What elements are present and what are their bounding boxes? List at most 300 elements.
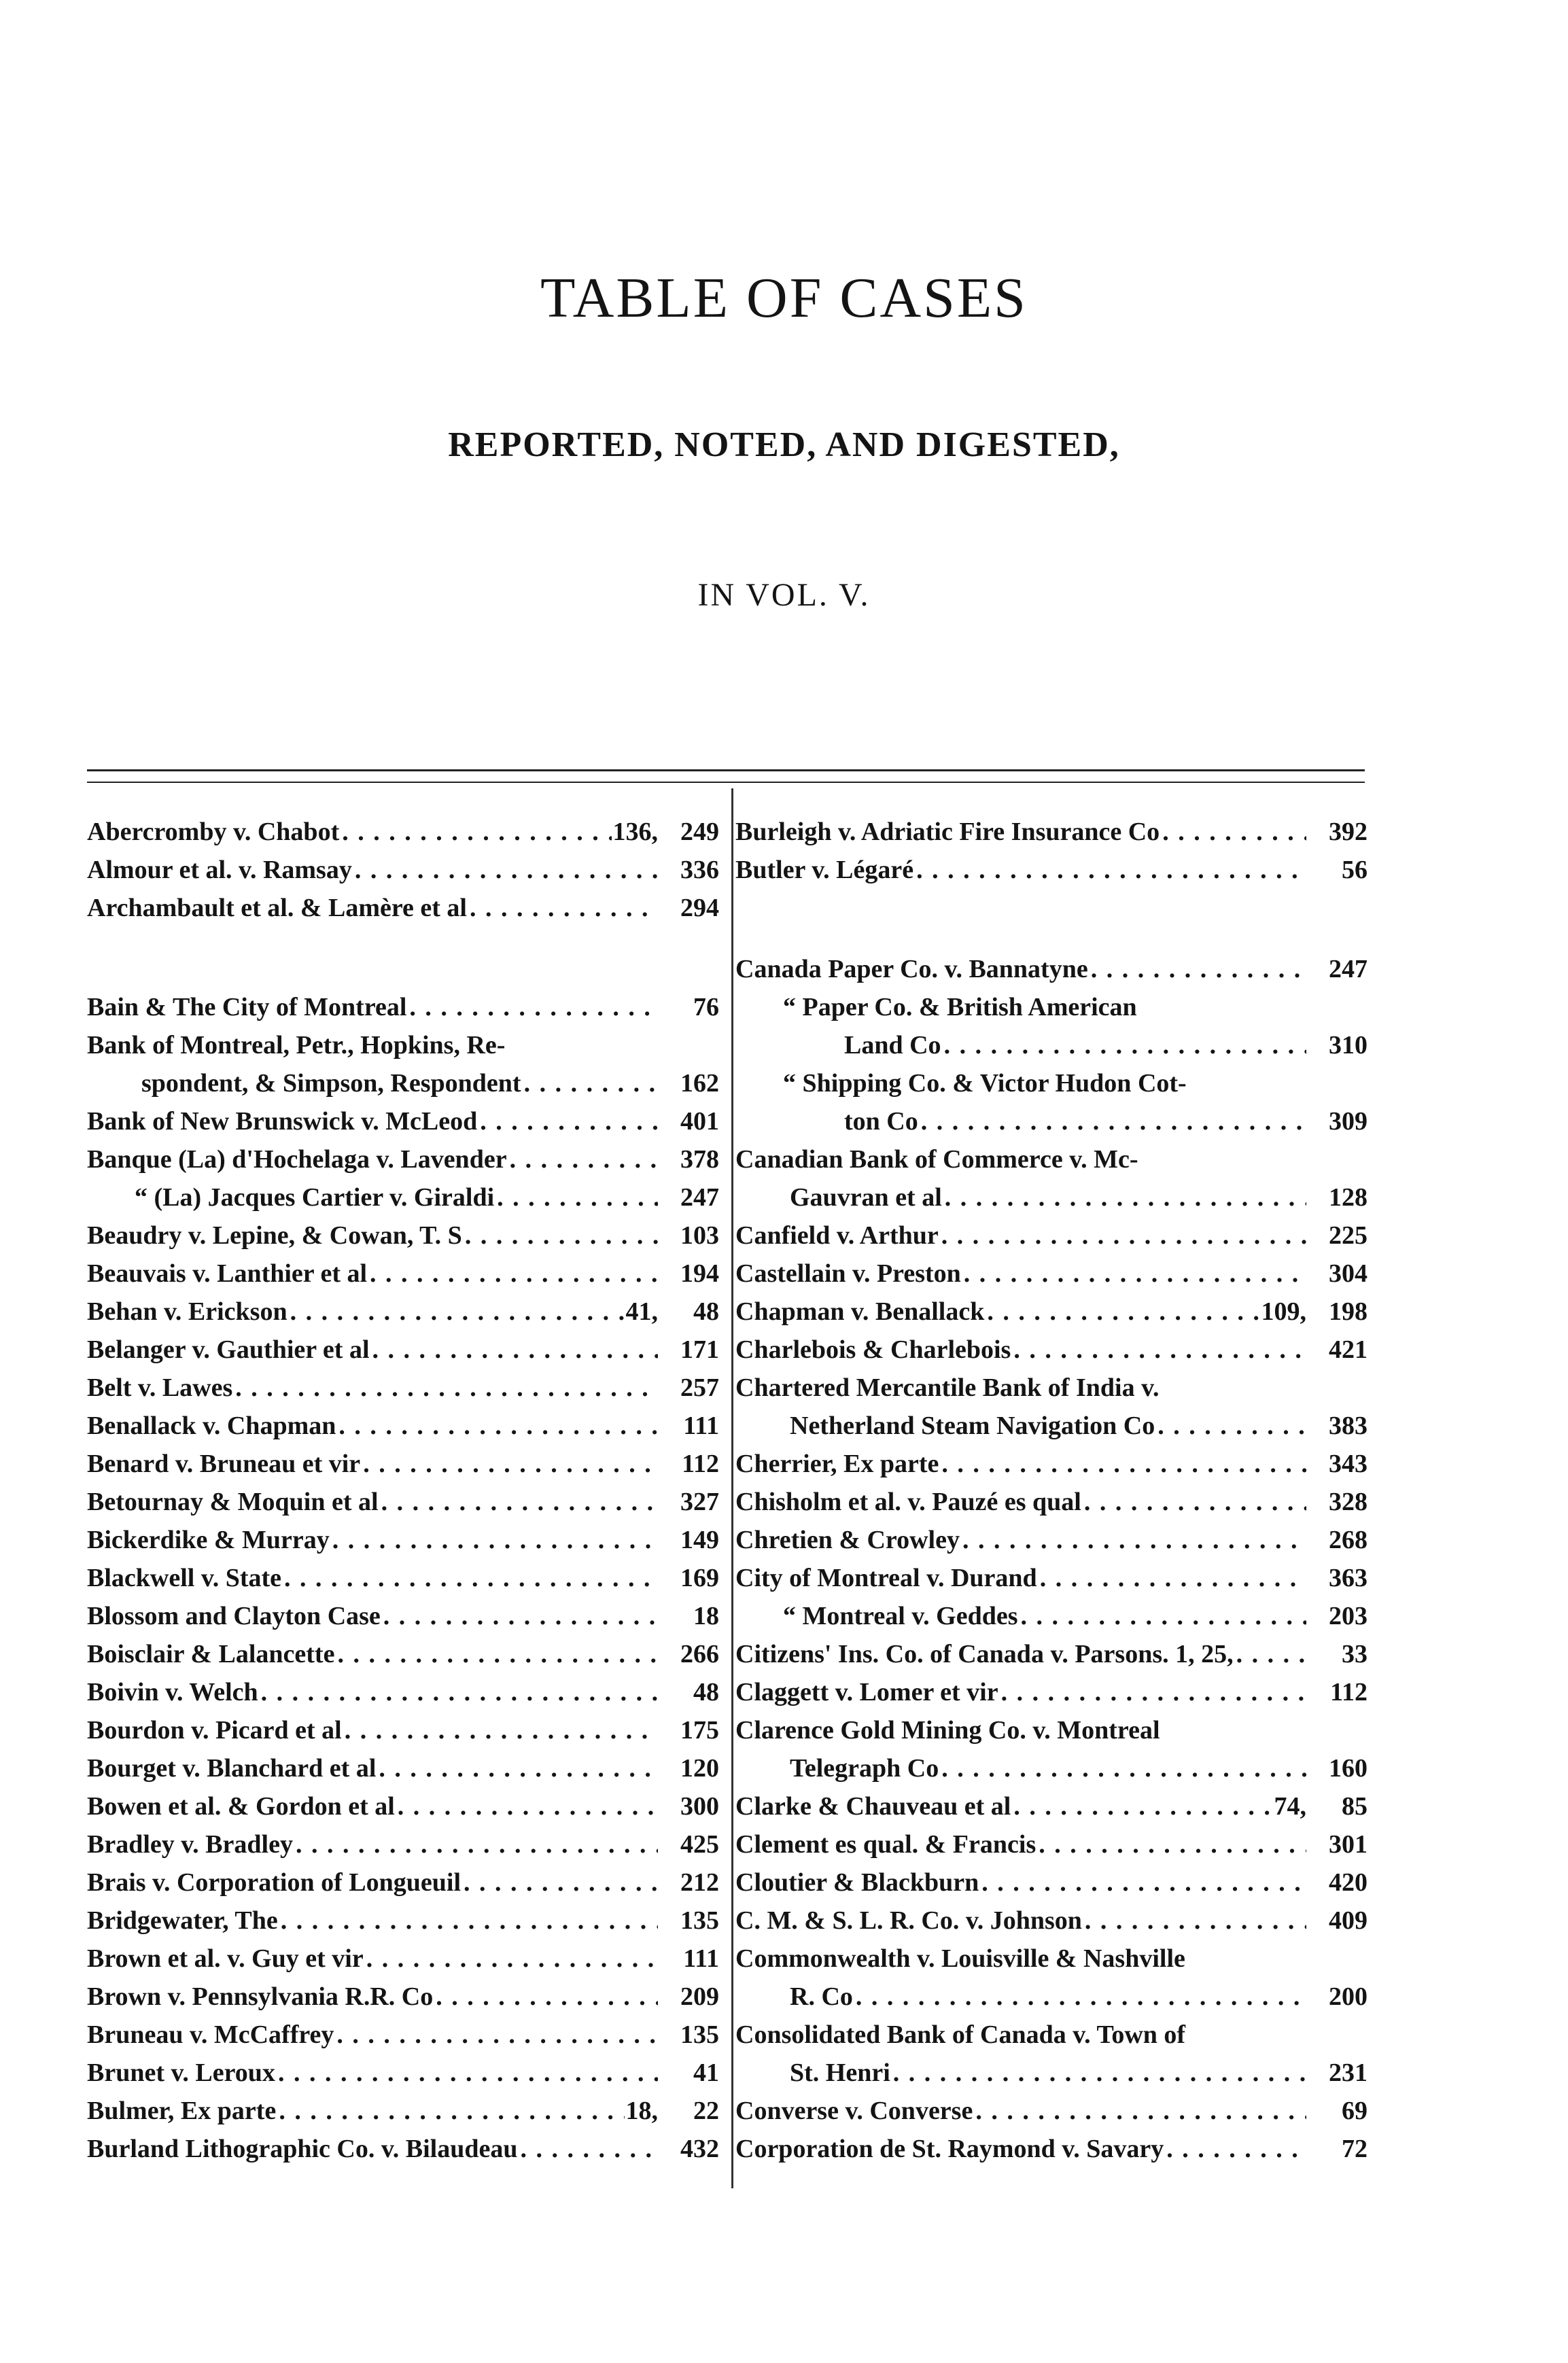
page-number: 120: [680, 1754, 719, 1783]
case-name: Boisclair & Lalancette: [87, 1640, 335, 1668]
case-name-wrap: [735, 1559, 1306, 1597]
case-name: Bain & The City of Montreal: [87, 993, 407, 1021]
case-name-wrap: [735, 1635, 1306, 1673]
leader-dots: [1036, 1825, 1306, 1863]
case-name-continued: [735, 1026, 1306, 1064]
case-name-wrap: [87, 1293, 658, 1331]
page-number: 103: [680, 1221, 719, 1250]
page-number: 56: [1342, 856, 1367, 884]
case-name-line2: ton Co: [844, 1107, 918, 1136]
case-name: Bourdon v. Picard et al: [87, 1716, 342, 1745]
leader-dots: [1082, 1902, 1306, 1940]
page-number: 112: [682, 1450, 719, 1478]
page-number: 209: [680, 1982, 719, 2011]
case-entry: [735, 1369, 1367, 1445]
leader-dots: [406, 988, 658, 1026]
page-number: 203: [1329, 1602, 1367, 1630]
page-number: 392: [1329, 818, 1367, 846]
case-entry: [735, 813, 1367, 851]
leader-dots: [278, 1902, 658, 1940]
case-entry: [87, 2016, 719, 2054]
leader-dots: [379, 1483, 658, 1521]
case-name: Clement es qual. & Francis: [735, 1830, 1036, 1859]
page-number: 200: [1329, 1982, 1367, 2011]
case-name: Brunet v. Leroux: [87, 2059, 275, 2087]
case-name-wrap: [735, 1369, 1306, 1445]
case-name-continued: [735, 1749, 1306, 1787]
leader-dots: [1011, 1787, 1272, 1825]
case-name-wrap: [87, 1673, 658, 1711]
case-entry: [87, 1863, 719, 1902]
leader-dots: [973, 2092, 1306, 2130]
case-entry: [735, 1825, 1367, 1863]
case-name: Almour et al. v. Ramsay: [87, 856, 352, 884]
page-number: 160: [1329, 1754, 1367, 1783]
case-name: Blossom and Clayton Case: [87, 1602, 381, 1630]
case-name-wrap: [87, 2016, 658, 2054]
leader-dots: [853, 1978, 1306, 2016]
case-name: Canada Paper Co. v. Bannatyne: [735, 955, 1088, 983]
page-number: 135: [680, 2020, 719, 2049]
case-entry: [87, 1635, 719, 1673]
case-name: Castellain v. Preston: [735, 1259, 961, 1288]
case-name-wrap: [735, 1255, 1306, 1293]
case-entry: [87, 1483, 719, 1521]
case-name-wrap: [87, 1331, 658, 1369]
case-name-wrap: [87, 1255, 658, 1293]
case-name: Burland Lithographic Co. v. Bilaudeau: [87, 2135, 518, 2163]
case-name-wrap: [87, 1749, 658, 1787]
page-number: 247: [1329, 955, 1367, 983]
case-entry: [735, 1255, 1367, 1293]
case-entry: [735, 1559, 1367, 1597]
case-name-wrap: [87, 1825, 658, 1863]
page-number: 309: [1329, 1107, 1367, 1136]
case-name: Banque (La) d'Hochelaga v. Lavender: [87, 1145, 507, 1174]
extra-page-ref: 136,: [612, 818, 658, 846]
case-name: City of Montreal v. Durand: [735, 1564, 1037, 1592]
case-name: Bruneau v. McCaffrey: [87, 2020, 334, 2049]
case-entry: [87, 1902, 719, 1940]
page-number: 112: [1330, 1678, 1367, 1706]
case-name-wrap: [735, 1597, 1306, 1635]
case-name-continued: [87, 1064, 658, 1102]
case-entry: [87, 1673, 719, 1711]
case-entry: [735, 851, 1367, 889]
case-name-wrap: [87, 2092, 658, 2130]
page-number: 128: [1329, 1183, 1367, 1212]
case-name: “ Montreal v. Geddes: [783, 1602, 1018, 1630]
case-entry: [87, 1331, 719, 1369]
case-entry: [87, 1787, 719, 1825]
column-divider: [731, 788, 733, 2188]
case-name-wrap: [735, 1673, 1306, 1711]
page-number: 48: [693, 1297, 719, 1326]
leader-dots: [360, 1445, 658, 1483]
case-name: Citizens' Ins. Co. of Canada v. Parsons. 1, 25,: [735, 1640, 1234, 1668]
page-number: 257: [680, 1373, 719, 1402]
case-name-wrap: [87, 1863, 658, 1902]
page-number: 41: [693, 2059, 719, 2087]
page-number: 409: [1329, 1906, 1367, 1935]
case-name: Chisholm et al. v. Pauzé es qual: [735, 1488, 1081, 1516]
leader-dots: [342, 1711, 658, 1749]
leader-dots: [1164, 2130, 1306, 2168]
case-name-continued: [735, 1102, 1306, 1140]
case-name: Commonwealth v. Louisville & Nashville: [735, 1944, 1185, 1973]
case-name: “ Shipping Co. & Victor Hudon Cot-: [783, 1069, 1187, 1098]
page-number: 194: [680, 1259, 719, 1288]
case-name: Brown v. Pennsylvania R.R. Co: [87, 1982, 434, 2011]
case-name-wrap: [735, 2016, 1306, 2092]
page-number: 212: [680, 1868, 719, 1897]
case-name: Belt v. Lawes: [87, 1373, 233, 1402]
case-name: Canfield v. Arthur: [735, 1221, 939, 1250]
case-name-wrap: [87, 1902, 658, 1940]
left-group-a: [87, 813, 719, 927]
case-entry: [87, 1255, 719, 1293]
leader-dots: [276, 2092, 624, 2130]
case-entry: [87, 1978, 719, 2016]
case-entry: [735, 1597, 1367, 1635]
volume-label: IN VOL. V.: [697, 577, 871, 613]
case-name-line2: Netherland Steam Navigation Co: [790, 1412, 1155, 1440]
case-name: Bowen et al. & Gordon et al: [87, 1792, 395, 1821]
case-name: Chartered Mercantile Bank of India v.: [735, 1373, 1160, 1402]
leader-dots: [381, 1597, 658, 1635]
case-name-continued: [735, 2054, 1306, 2092]
case-entry: [87, 1825, 719, 1863]
case-name: Beauvais v. Lanthier et al: [87, 1259, 368, 1288]
case-entry: [735, 1635, 1367, 1673]
page-number: 135: [680, 1906, 719, 1935]
case-name-continued: [735, 1407, 1306, 1445]
case-name-wrap: [87, 1635, 658, 1673]
case-name-line2: Land Co: [844, 1031, 941, 1060]
case-entry: [87, 2092, 719, 2130]
case-name: Abercromby v. Chabot: [87, 818, 340, 846]
case-name-wrap: [87, 851, 658, 889]
leader-dots: [984, 1293, 1259, 1331]
case-entry: [87, 1369, 719, 1407]
case-name: Converse v. Converse: [735, 2097, 973, 2125]
case-name: Benallack v. Chapman: [87, 1412, 336, 1440]
case-entry: [735, 1293, 1367, 1331]
page-number: 111: [683, 1412, 719, 1440]
case-entry: [87, 1749, 719, 1787]
leader-dots: [918, 1102, 1306, 1140]
page-number: 401: [680, 1107, 719, 1136]
case-entry: [735, 1140, 1367, 1216]
case-name: Bridgewater, The: [87, 1906, 278, 1935]
leader-dots: [998, 1673, 1306, 1711]
case-name: Beaudry v. Lepine, & Cowan, T. S: [87, 1221, 462, 1250]
leader-dots: [1081, 1483, 1306, 1521]
page-number: 72: [1342, 2135, 1367, 2163]
case-name-wrap: [87, 1521, 658, 1559]
page-number: 76: [693, 993, 719, 1021]
group-gap: [735, 889, 1367, 950]
case-entry: [87, 2054, 719, 2092]
case-entry: [735, 1331, 1367, 1369]
page-number: 300: [680, 1792, 719, 1821]
leader-dots: [961, 1255, 1306, 1293]
case-name: Bank of New Brunswick v. McLeod: [87, 1107, 478, 1136]
case-entry: [87, 1407, 719, 1445]
case-name-wrap: [87, 1711, 658, 1749]
case-name-wrap: [87, 1559, 658, 1597]
case-entry: [735, 1216, 1367, 1255]
leader-dots: [507, 1140, 658, 1178]
case-name-wrap: [87, 2054, 658, 2092]
case-name: Claggett v. Lomer et vir: [735, 1678, 998, 1706]
case-entry: [87, 851, 719, 889]
case-name: Brown et al. v. Guy et vir: [87, 1944, 364, 1973]
case-name: “ Paper Co. & British American: [783, 993, 1137, 1021]
leader-dots: [960, 1521, 1306, 1559]
case-name: Canadian Bank of Commerce v. Mc-: [735, 1145, 1138, 1174]
leader-dots: [433, 1978, 658, 2016]
page-number: 328: [1329, 1488, 1367, 1516]
leader-dots: [1155, 1407, 1306, 1445]
case-name-wrap: [87, 1369, 658, 1407]
case-name-line2: R. Co: [790, 1982, 853, 2011]
case-name-wrap: [87, 1216, 658, 1255]
case-name-wrap: [87, 2130, 658, 2168]
case-name: Cherrier, Ex parte: [735, 1450, 939, 1478]
case-entry: [87, 889, 719, 927]
leader-dots: [288, 1293, 625, 1331]
page-number: 336: [680, 856, 719, 884]
case-name-wrap: [735, 851, 1306, 889]
case-name: Behan v. Erickson: [87, 1297, 288, 1326]
header-rule-bottom: [87, 782, 1365, 783]
case-name-wrap: [735, 1140, 1306, 1216]
page-number: 85: [1342, 1792, 1367, 1821]
case-name-line2: Telegraph Co: [790, 1754, 939, 1783]
page-number: 421: [1329, 1335, 1367, 1364]
leader-dots: [334, 1635, 658, 1673]
leader-dots: [293, 1825, 658, 1863]
leader-dots: [395, 1787, 658, 1825]
case-entry: [735, 1483, 1367, 1521]
case-entry: [87, 1559, 719, 1597]
case-name-wrap: [735, 988, 1306, 1064]
case-entry: [87, 1140, 719, 1178]
case-name-wrap: [87, 889, 658, 927]
case-name-wrap: [735, 1293, 1306, 1331]
case-entry: [87, 2130, 719, 2168]
page-number: 383: [1329, 1412, 1367, 1440]
case-name-wrap: [87, 1445, 658, 1483]
case-entry: [735, 1940, 1367, 2016]
leader-dots: [367, 1255, 658, 1293]
leader-dots: [334, 2016, 658, 2054]
case-name-wrap: [87, 1140, 658, 1178]
page-number: 22: [693, 2097, 719, 2125]
case-name-wrap: [735, 2092, 1306, 2130]
case-name-wrap: [87, 1978, 658, 2016]
page-number: 343: [1329, 1450, 1367, 1478]
case-name-wrap: [735, 1787, 1306, 1825]
page-number: 363: [1329, 1564, 1367, 1592]
leader-dots: [1234, 1635, 1306, 1673]
leader-dots: [1037, 1559, 1306, 1597]
case-entry: [735, 2092, 1367, 2130]
extra-page-ref: 18,: [625, 2097, 658, 2125]
case-name: Burleigh v. Adriatic Fire Insurance Co: [735, 818, 1160, 846]
case-name: Chapman v. Benallack: [735, 1297, 985, 1326]
case-entry: [87, 1445, 719, 1483]
page-number: 425: [680, 1830, 719, 1859]
leader-dots: [939, 1749, 1306, 1787]
case-name-wrap: [87, 1940, 658, 1978]
page-number: 231: [1329, 2059, 1367, 2087]
leader-dots: [370, 1331, 658, 1369]
case-entry: [87, 1711, 719, 1749]
case-name-wrap: [735, 1863, 1306, 1902]
case-name: Brais v. Corporation of Longueuil: [87, 1868, 461, 1897]
leader-dots: [467, 889, 658, 927]
page-title: TABLE OF CASES: [540, 266, 1028, 330]
case-name: Boivin v. Welch: [87, 1678, 258, 1706]
case-name: Blackwell v. State: [87, 1564, 282, 1592]
page-number: 225: [1329, 1221, 1367, 1250]
case-name: Corporation de St. Raymond v. Savary: [735, 2135, 1164, 2163]
case-entry: [735, 950, 1367, 988]
page-number: 175: [680, 1716, 719, 1745]
case-name-line2: spondent, & Simpson, Respondent: [141, 1069, 521, 1098]
case-name-wrap: [735, 1331, 1306, 1369]
page-number: 249: [680, 818, 719, 846]
page-number: 268: [1329, 1526, 1367, 1554]
page-number: 327: [680, 1488, 719, 1516]
page-number: 111: [683, 1944, 719, 1973]
page-number: 162: [680, 1069, 719, 1098]
case-name-continued: [735, 1978, 1306, 2016]
page-number: 149: [680, 1526, 719, 1554]
case-name-wrap: [735, 1521, 1306, 1559]
case-entry: [735, 1521, 1367, 1559]
page-number: 247: [680, 1183, 719, 1212]
case-name: Butler v. Légaré: [735, 856, 914, 884]
case-entry: [87, 1597, 719, 1635]
leader-dots: [352, 851, 658, 889]
leader-dots: [1160, 813, 1306, 851]
leader-dots: [1018, 1597, 1306, 1635]
case-entry: [735, 1863, 1367, 1902]
case-name: Cloutier & Blackburn: [735, 1868, 979, 1897]
leader-dots: [521, 1064, 658, 1102]
case-name: C. M. & S. L. R. Co. v. Johnson: [735, 1906, 1082, 1935]
leader-dots: [364, 1940, 658, 1978]
page-number: 304: [1329, 1259, 1367, 1288]
leader-dots: [281, 1559, 658, 1597]
left-group-b: [87, 988, 719, 2168]
case-name: Chretien & Crowley: [735, 1526, 960, 1554]
case-entry: [735, 1902, 1367, 1940]
extra-page-ref: 41,: [625, 1297, 658, 1326]
case-entry: [735, 1445, 1367, 1483]
page-number: 48: [693, 1678, 719, 1706]
leader-dots: [461, 1863, 658, 1902]
extra-page-ref: 109,: [1261, 1297, 1306, 1326]
case-entry: [735, 988, 1367, 1064]
leader-dots: [477, 1102, 658, 1140]
case-name-wrap: [87, 813, 658, 851]
page-number: 266: [680, 1640, 719, 1668]
group-gap: [87, 927, 719, 988]
page-number: 171: [680, 1335, 719, 1364]
case-name: Consolidated Bank of Canada v. Town of: [735, 2020, 1186, 2049]
case-entry: [87, 1293, 719, 1331]
case-entry: [735, 2130, 1367, 2168]
page-number: 169: [680, 1564, 719, 1592]
leader-dots: [939, 1445, 1306, 1483]
case-name: Bickerdike & Murray: [87, 1526, 330, 1554]
case-name-wrap: [735, 1940, 1306, 2016]
case-name-wrap: [735, 1825, 1306, 1863]
case-name: Archambault et al. & Lamère et al: [87, 894, 467, 922]
leader-dots: [339, 813, 611, 851]
case-name: Belanger v. Gauthier et al: [87, 1335, 370, 1364]
case-name: Clarke & Chauveau et al: [735, 1792, 1011, 1821]
case-name-wrap: [87, 1597, 658, 1635]
page-number: 301: [1329, 1830, 1367, 1859]
case-entry: [735, 1787, 1367, 1825]
page-number: 432: [680, 2135, 719, 2163]
page-number: 69: [1342, 2097, 1367, 2125]
case-entry: [735, 1064, 1367, 1140]
case-name-wrap: [735, 1711, 1306, 1787]
case-entry: [87, 1940, 719, 1978]
right-column: [735, 813, 1367, 2168]
case-name-line2: Gauvran et al: [790, 1183, 942, 1212]
leader-dots: [518, 2130, 659, 2168]
case-name-wrap: [87, 988, 658, 1026]
case-name: Bradley v. Bradley: [87, 1830, 293, 1859]
case-name-wrap: [735, 1216, 1306, 1255]
leader-dots: [336, 1407, 658, 1445]
case-entry: [735, 1673, 1367, 1711]
leader-dots: [494, 1178, 658, 1216]
page-number: 378: [680, 1145, 719, 1174]
leader-dots: [890, 2054, 1306, 2092]
leader-dots: [942, 1178, 1306, 1216]
case-entry: [87, 988, 719, 1026]
leader-dots: [1011, 1331, 1306, 1369]
case-name-wrap: [735, 813, 1306, 851]
leader-dots: [941, 1026, 1306, 1064]
header-rule-top: [87, 769, 1365, 771]
leader-dots: [330, 1521, 658, 1559]
case-name-wrap: [87, 1102, 658, 1140]
page-number: 294: [680, 894, 719, 922]
case-name-wrap: [87, 1787, 658, 1825]
case-name-wrap: [735, 1064, 1306, 1140]
case-name: Benard v. Bruneau et vir: [87, 1450, 361, 1478]
case-entry: [87, 1521, 719, 1559]
case-name-wrap: [735, 950, 1306, 988]
page-number: 198: [1329, 1297, 1367, 1326]
page-number: 420: [1329, 1868, 1367, 1897]
case-name-wrap: [87, 1026, 658, 1102]
leader-dots: [376, 1749, 658, 1787]
case-name: Betournay & Moquin et al: [87, 1488, 379, 1516]
case-name: Bank of Montreal, Petr., Hopkins, Re-: [87, 1031, 506, 1060]
leader-dots: [1088, 950, 1306, 988]
case-name-wrap: [87, 1178, 658, 1216]
